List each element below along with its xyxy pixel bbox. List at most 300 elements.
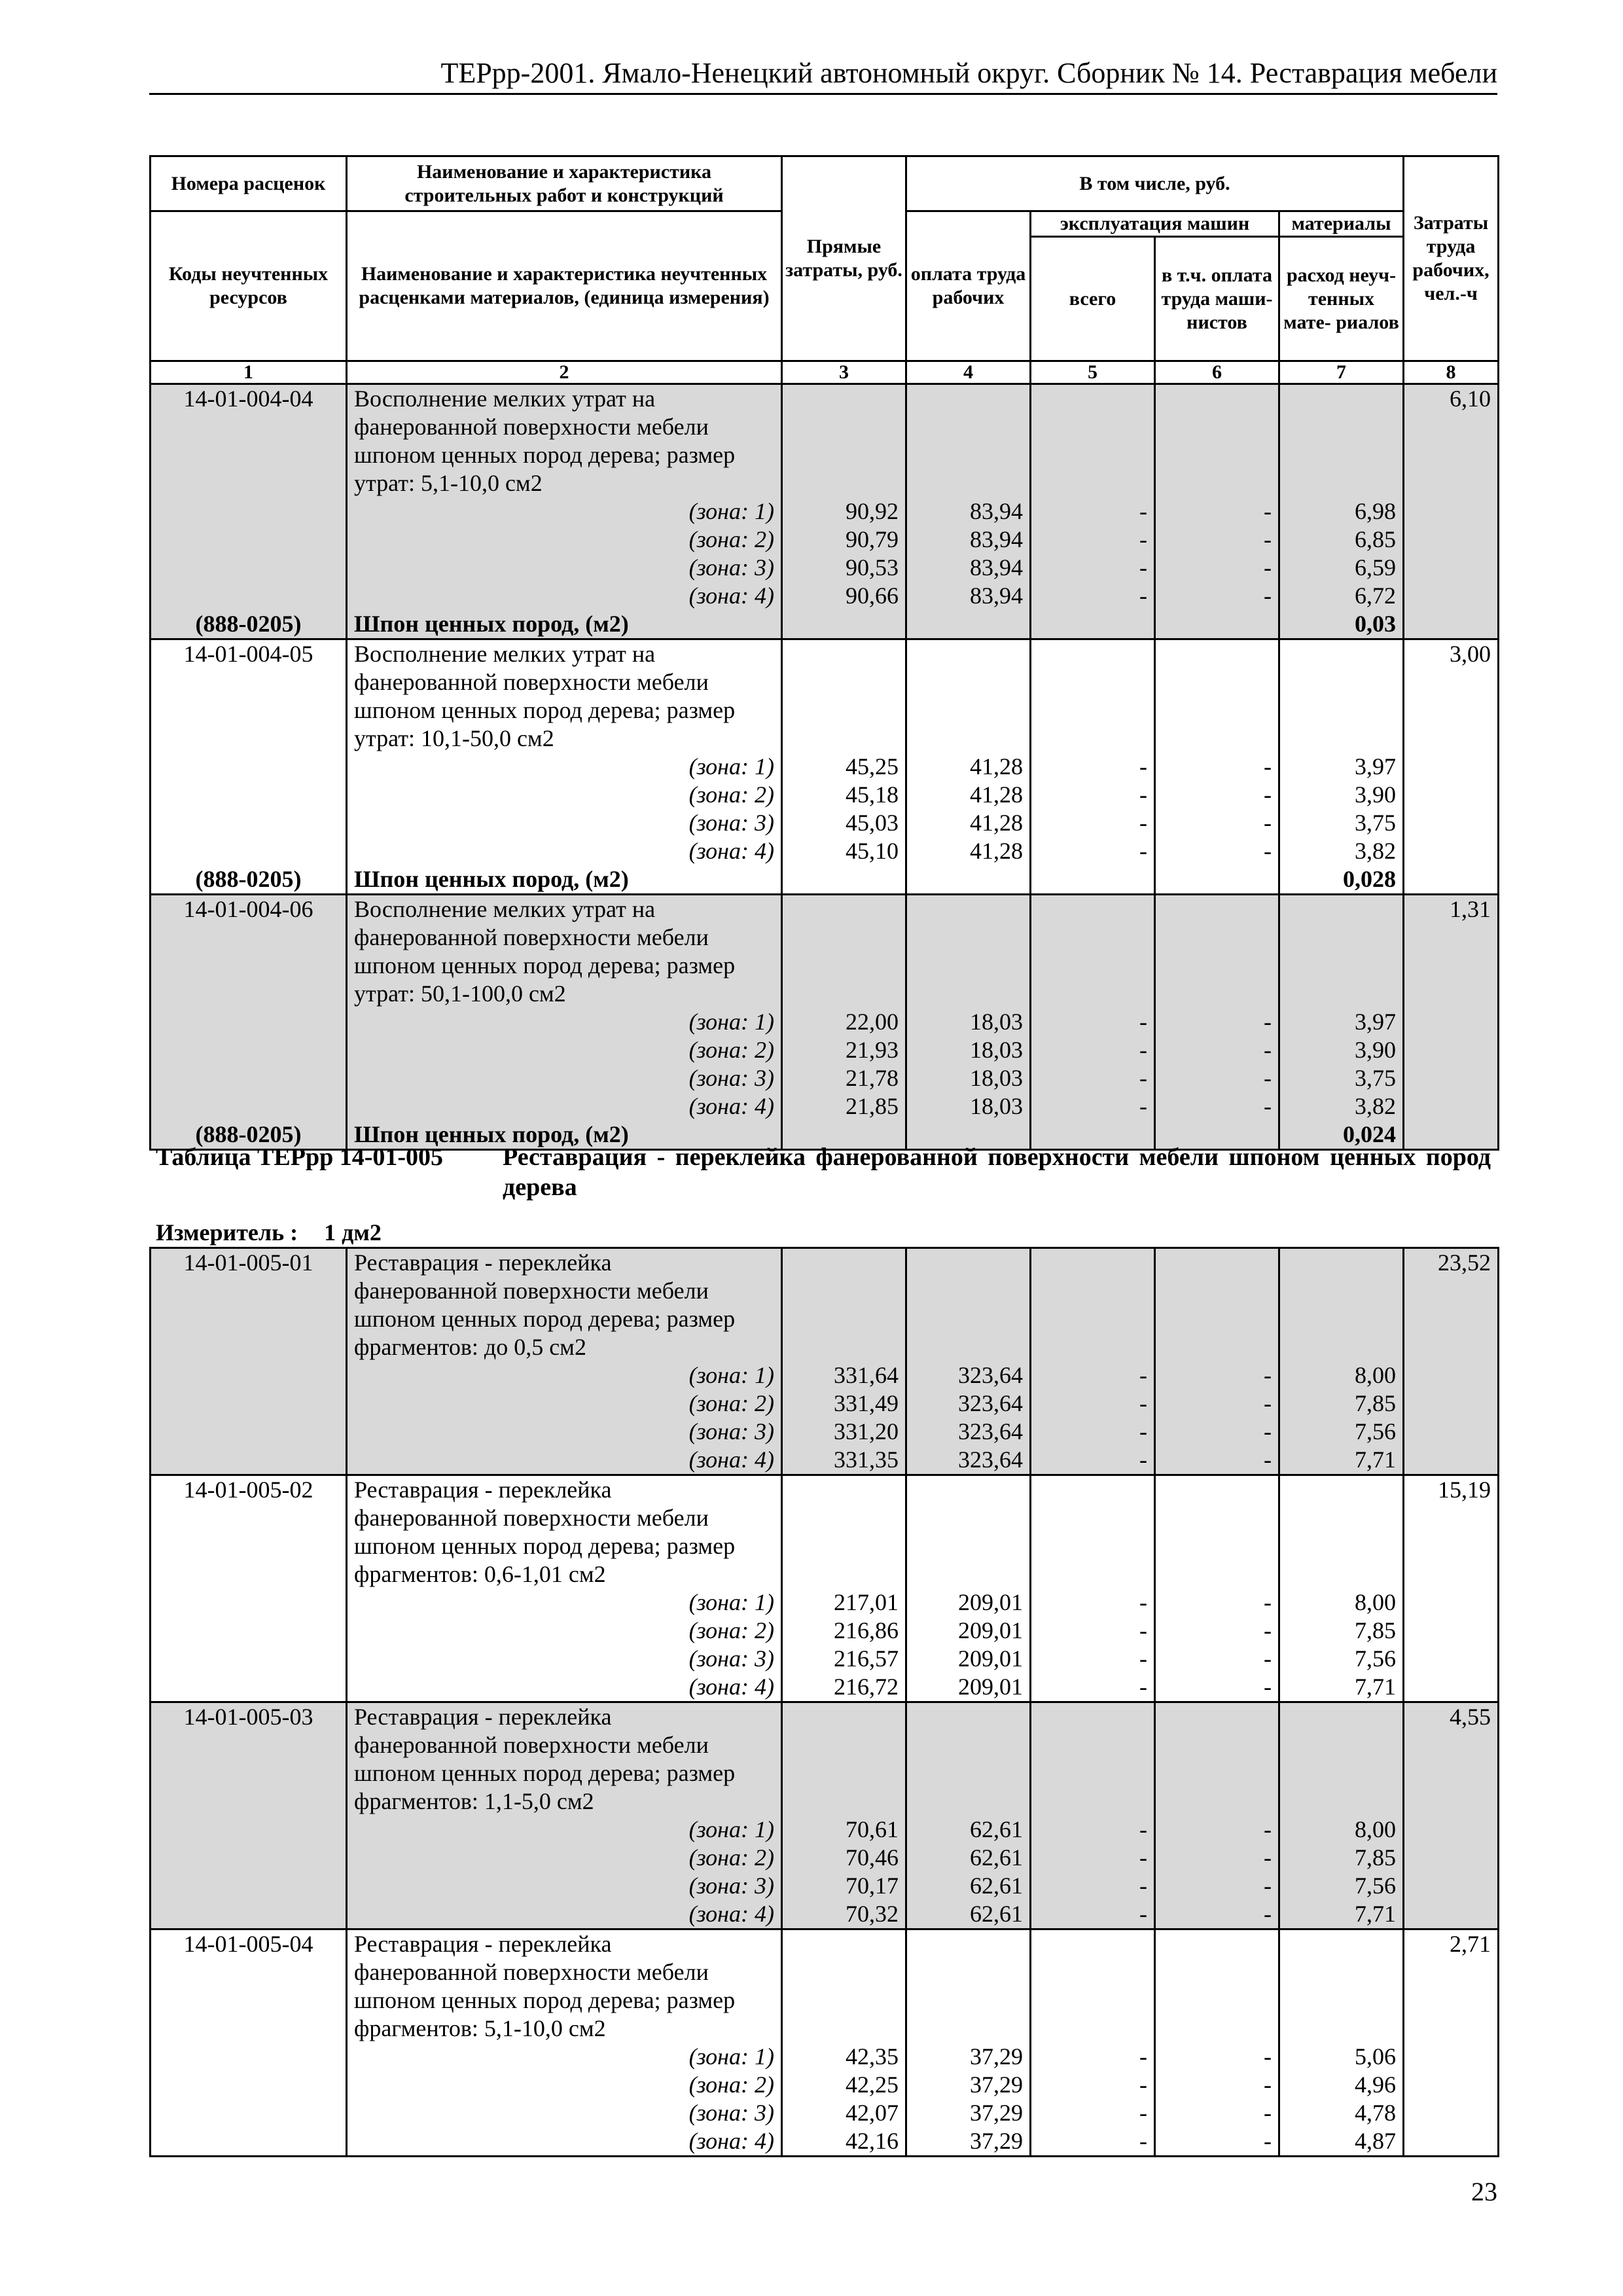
table-cell: [1404, 980, 1499, 1008]
work-description-line: утрат: 10,1-50,0 см2: [347, 725, 782, 753]
table-cell: [1031, 469, 1155, 497]
labor-cost: 6,10: [1404, 384, 1499, 414]
table-cell: [782, 639, 906, 669]
work-description-line: шпоном ценных пород дерева; размер: [347, 696, 782, 725]
table-row: [151, 924, 1499, 952]
wages-cost: 83,94: [906, 497, 1031, 526]
table-cell: [1279, 696, 1404, 725]
table-cell: [782, 1929, 906, 1959]
table-row: [151, 1305, 1499, 1333]
table-cell: [1031, 441, 1155, 469]
table-row: [151, 1560, 1499, 1588]
machine-wages: -: [1155, 1872, 1279, 1900]
machines-total: -: [1031, 1036, 1155, 1064]
table-cell: [1279, 1475, 1404, 1505]
table-cell: [151, 582, 347, 610]
table-cell: [782, 924, 906, 952]
table-cell: [1279, 1504, 1404, 1532]
table-cell: [151, 696, 347, 725]
labor-cost: 4,55: [1404, 1702, 1499, 1732]
table-cell: [1031, 1305, 1155, 1333]
table-cell: [1031, 1277, 1155, 1305]
machine-wages: -: [1155, 1064, 1279, 1092]
table-row: [151, 1532, 1499, 1560]
rate-code: 14-01-005-03: [151, 1702, 347, 1732]
machines-total: -: [1031, 1008, 1155, 1036]
zone-label: (зона: 2): [347, 781, 782, 809]
work-description-line: фрагментов: 5,1-10,0 см2: [347, 2015, 782, 2043]
table-cell: [906, 441, 1031, 469]
zone-row: [151, 1064, 1499, 1092]
col-number: 6: [1155, 361, 1279, 384]
materials-cost: 7,56: [1279, 1645, 1404, 1673]
work-description-line: фанерованной поверхности мебели: [347, 924, 782, 952]
zone-row: [151, 2099, 1499, 2127]
table-cell: [1031, 1475, 1155, 1505]
table-cell: [1404, 809, 1499, 837]
table-cell: [151, 1418, 347, 1446]
table-cell: [1031, 1248, 1155, 1278]
measure-value: 1 дм2: [324, 1219, 382, 1246]
table-cell: [151, 554, 347, 582]
resource-code: (888-0205): [151, 1121, 347, 1150]
table-cell: [1404, 1759, 1499, 1787]
table-cell: [151, 952, 347, 980]
wages-cost: 83,94: [906, 554, 1031, 582]
table-cell: [1404, 1958, 1499, 1986]
zone-row: [151, 837, 1499, 865]
zone-label: (зона: 3): [347, 1872, 782, 1900]
table-cell: [1404, 1277, 1499, 1305]
direct-cost: 42,25: [782, 2071, 906, 2099]
machine-wages: -: [1155, 1418, 1279, 1446]
table-cell: [151, 1504, 347, 1532]
table-cell: [1404, 952, 1499, 980]
table-cell: [1279, 1986, 1404, 2015]
table-cell: [782, 1305, 906, 1333]
table-cell: [1279, 1731, 1404, 1759]
zone-label: (зона: 4): [347, 1673, 782, 1702]
table-cell: [1279, 725, 1404, 753]
table-row: [151, 895, 1499, 924]
table-cell: [782, 469, 906, 497]
table-cell: [1404, 1787, 1499, 1816]
table-cell: [151, 924, 347, 952]
col-number: 5: [1031, 361, 1155, 384]
table-cell: [1404, 753, 1499, 781]
table-cell: [1404, 1872, 1499, 1900]
zone-label: (зона: 4): [347, 1446, 782, 1475]
zone-label: (зона: 1): [347, 1008, 782, 1036]
table-cell: [151, 1958, 347, 1986]
table-cell: [151, 1333, 347, 1361]
table-row: [151, 413, 1499, 441]
zone-row: [151, 1816, 1499, 1844]
table-cell: [151, 668, 347, 696]
table-cell: [1155, 696, 1279, 725]
wages-cost: 37,29: [906, 2099, 1031, 2127]
zone-row: [151, 1588, 1499, 1617]
direct-cost: 21,85: [782, 1092, 906, 1121]
machine-wages: -: [1155, 2043, 1279, 2071]
zone-label: (зона: 2): [347, 1617, 782, 1645]
table-row: [151, 1277, 1499, 1305]
machines-total: -: [1031, 1390, 1155, 1418]
table-cell: [1279, 384, 1404, 414]
table-cell: [151, 725, 347, 753]
work-description-line: Восполнение мелких утрат на: [347, 384, 782, 414]
table-cell: [1155, 2015, 1279, 2043]
table-cell: [1404, 1092, 1499, 1121]
materials-cost: 7,71: [1279, 1673, 1404, 1702]
work-description-line: шпоном ценных пород дерева; размер: [347, 1986, 782, 2015]
materials-cost: 6,72: [1279, 582, 1404, 610]
wages-cost: 62,61: [906, 1900, 1031, 1929]
rate-code: 14-01-004-05: [151, 639, 347, 669]
rate-code: 14-01-004-06: [151, 895, 347, 924]
table-cell: [906, 865, 1031, 895]
zone-row: [151, 1872, 1499, 1900]
table-cell: [1155, 1986, 1279, 2015]
machines-total: -: [1031, 1872, 1155, 1900]
table-cell: [906, 1504, 1031, 1532]
zone-row: [151, 1092, 1499, 1121]
machine-wages: -: [1155, 753, 1279, 781]
work-description-line: шпоном ценных пород дерева; размер: [347, 1305, 782, 1333]
rate-code: 14-01-004-04: [151, 384, 347, 414]
machine-wages: -: [1155, 781, 1279, 809]
work-description-line: шпоном ценных пород дерева; размер: [347, 1759, 782, 1787]
col-resource-codes-header: Коды неучтенных ресурсов: [151, 211, 347, 361]
wages-cost: 209,01: [906, 1673, 1031, 1702]
wages-cost: 18,03: [906, 1092, 1031, 1121]
work-description-line: шпоном ценных пород дерева; размер: [347, 441, 782, 469]
machine-wages: -: [1155, 2071, 1279, 2099]
direct-cost: 45,18: [782, 781, 906, 809]
machine-wages: -: [1155, 1645, 1279, 1673]
resource-amount: 0,024: [1279, 1121, 1404, 1150]
table-cell: [906, 1702, 1031, 1732]
direct-cost: 331,20: [782, 1418, 906, 1446]
zone-row: [151, 1645, 1499, 1673]
table-cell: [151, 526, 347, 554]
table-cell: [151, 753, 347, 781]
table-cell: [1031, 668, 1155, 696]
work-description-line: Реставрация - переклейка: [347, 1248, 782, 1278]
table-cell: [1404, 2015, 1499, 2043]
table-cell: [1404, 924, 1499, 952]
table-cell: [1031, 1958, 1155, 1986]
wages-cost: 62,61: [906, 1872, 1031, 1900]
table-cell: [151, 469, 347, 497]
zone-row: [151, 2043, 1499, 2071]
materials-cost: 8,00: [1279, 1588, 1404, 1617]
table-cell: [151, 1872, 347, 1900]
wages-cost: 62,61: [906, 1844, 1031, 1872]
wages-cost: 18,03: [906, 1008, 1031, 1036]
table-cell: [906, 1248, 1031, 1278]
machine-wages: -: [1155, 2127, 1279, 2157]
zone-row: [151, 497, 1499, 526]
materials-cost: 7,85: [1279, 1390, 1404, 1418]
machines-total: -: [1031, 1418, 1155, 1446]
table-cell: [1155, 1248, 1279, 1278]
table-cell: [1404, 1504, 1499, 1532]
table-cell: [782, 668, 906, 696]
table-cell: [1404, 469, 1499, 497]
machine-wages: -: [1155, 1816, 1279, 1844]
materials-cost: 8,00: [1279, 1361, 1404, 1390]
col-name-header-line2: строительных работ и конструкций: [404, 184, 724, 206]
table-cell: [1404, 1333, 1499, 1361]
table-row: [151, 1333, 1499, 1361]
table-cell: [1404, 1673, 1499, 1702]
wages-cost: 41,28: [906, 837, 1031, 865]
table-cell: [1155, 725, 1279, 753]
machines-total: -: [1031, 1673, 1155, 1702]
zone-label: (зона: 3): [347, 1064, 782, 1092]
table-cell: [151, 1986, 347, 2015]
materials-cost: 3,97: [1279, 1008, 1404, 1036]
zone-row: [151, 1036, 1499, 1064]
machines-total: -: [1031, 809, 1155, 837]
wages-cost: 323,64: [906, 1390, 1031, 1418]
table-cell: [1155, 1277, 1279, 1305]
table-cell: [151, 1560, 347, 1588]
labor-cost: 23,52: [1404, 1248, 1499, 1278]
table-row: [151, 696, 1499, 725]
table-row: [151, 469, 1499, 497]
table-cell: [1404, 1816, 1499, 1844]
zone-label: (зона: 2): [347, 1844, 782, 1872]
materials-cost: 3,82: [1279, 837, 1404, 865]
materials-cost: 6,85: [1279, 526, 1404, 554]
table-cell: [1404, 1064, 1499, 1092]
table-cell: [151, 781, 347, 809]
direct-cost: 70,46: [782, 1844, 906, 1872]
materials-cost: 4,78: [1279, 2099, 1404, 2127]
table-cell: [1031, 1333, 1155, 1361]
wages-cost: 37,29: [906, 2071, 1031, 2099]
table-cell: [1155, 469, 1279, 497]
zone-row: [151, 526, 1499, 554]
materials-cost: 7,71: [1279, 1900, 1404, 1929]
resource-name: Шпон ценных пород, (м2): [347, 610, 782, 639]
machines-total: -: [1031, 1446, 1155, 1475]
resource-amount: 0,03: [1279, 610, 1404, 639]
direct-cost: 22,00: [782, 1008, 906, 1036]
table-cell: [782, 1958, 906, 1986]
table-cell: [1404, 725, 1499, 753]
resource-amount: 0,028: [1279, 865, 1404, 895]
table-cell: [782, 2015, 906, 2043]
table-cell: [151, 1305, 347, 1333]
table-cell: [1279, 1702, 1404, 1732]
resource-name: Шпон ценных пород, (м2): [347, 1121, 782, 1150]
table-cell: [906, 668, 1031, 696]
table-cell: [151, 1617, 347, 1645]
work-description-line: фрагментов: 0,6-1,01 см2: [347, 1560, 782, 1588]
materials-cost: 3,75: [1279, 809, 1404, 837]
table-row: [151, 1958, 1499, 1986]
table-cell: [1031, 952, 1155, 980]
table-cell: [1404, 441, 1499, 469]
zone-row: [151, 1844, 1499, 1872]
table-cell: [1031, 1986, 1155, 2015]
table-cell: [1279, 895, 1404, 924]
materials-cost: 7,85: [1279, 1617, 1404, 1645]
table-cell: [151, 413, 347, 441]
materials-cost: 7,71: [1279, 1446, 1404, 1475]
table-cell: [1404, 1418, 1499, 1446]
table-cell: [906, 1560, 1031, 1588]
col-wages-header: оплата труда рабочих: [906, 211, 1031, 361]
direct-cost: 42,16: [782, 2127, 906, 2157]
resource-name: Шпон ценных пород, (м2): [347, 865, 782, 895]
table-cell: [906, 639, 1031, 669]
measure-label: Измеритель :: [156, 1219, 298, 1246]
materials-cost: 8,00: [1279, 1816, 1404, 1844]
zone-row: [151, 809, 1499, 837]
table-row: [151, 384, 1499, 414]
zone-label: (зона: 3): [347, 554, 782, 582]
direct-cost: 216,57: [782, 1645, 906, 1673]
resource-row: [151, 610, 1499, 639]
table-cell: [151, 1673, 347, 1702]
table-cell: [906, 1333, 1031, 1361]
table-cell: [1404, 865, 1499, 895]
zone-label: (зона: 3): [347, 809, 782, 837]
table-cell: [906, 469, 1031, 497]
materials-cost: 7,56: [1279, 1872, 1404, 1900]
table-cell: [151, 1361, 347, 1390]
direct-cost: 21,93: [782, 1036, 906, 1064]
materials-cost: 6,59: [1279, 554, 1404, 582]
wages-cost: 37,29: [906, 2043, 1031, 2071]
table-cell: [1279, 1929, 1404, 1959]
table-cell: [1279, 952, 1404, 980]
machines-total: -: [1031, 1361, 1155, 1390]
table-cell: [1031, 1731, 1155, 1759]
rates-table-14-01-005: [149, 1247, 1499, 2157]
table-cell: [1155, 1759, 1279, 1787]
machines-total: -: [1031, 2043, 1155, 2071]
machine-wages: -: [1155, 1588, 1279, 1617]
table-cell: [1279, 1248, 1404, 1278]
machines-total: -: [1031, 1900, 1155, 1929]
table-cell: [1031, 1929, 1155, 1959]
table-cell: [1404, 610, 1499, 639]
zone-row: [151, 1418, 1499, 1446]
table-cell: [782, 1702, 906, 1732]
table-cell: [906, 610, 1031, 639]
zone-row: [151, 1617, 1499, 1645]
table-cell: [1404, 1731, 1499, 1759]
table-cell: [1031, 1532, 1155, 1560]
labor-cost: 2,71: [1404, 1929, 1499, 1959]
table-cell: [1404, 781, 1499, 809]
work-description-line: фанерованной поверхности мебели: [347, 1958, 782, 1986]
table-cell: [1279, 924, 1404, 952]
machine-wages: -: [1155, 1008, 1279, 1036]
col-machines-total-header: всего: [1031, 237, 1155, 361]
table-cell: [1404, 837, 1499, 865]
zone-label: (зона: 4): [347, 1900, 782, 1929]
table-cell: [1155, 1475, 1279, 1505]
table-cell: [1404, 1900, 1499, 1929]
table-cell: [151, 809, 347, 837]
table-cell: [782, 1333, 906, 1361]
table-cell: [782, 1277, 906, 1305]
direct-cost: 45,10: [782, 837, 906, 865]
table-cell: [1155, 1958, 1279, 1986]
zone-label: (зона: 2): [347, 526, 782, 554]
direct-cost: 70,61: [782, 1816, 906, 1844]
work-description-line: фрагментов: 1,1-5,0 см2: [347, 1787, 782, 1816]
labor-cost: 15,19: [1404, 1475, 1499, 1505]
measure-unit: [156, 1219, 382, 1246]
materials-cost: 3,90: [1279, 1036, 1404, 1064]
machines-total: -: [1031, 582, 1155, 610]
column-numbers-row: [151, 361, 1499, 384]
machines-total: -: [1031, 1844, 1155, 1872]
table-cell: [782, 1986, 906, 2015]
table-cell: [1279, 668, 1404, 696]
table-cell: [1031, 725, 1155, 753]
zone-label: (зона: 2): [347, 1036, 782, 1064]
work-description-line: шпоном ценных пород дерева; размер: [347, 952, 782, 980]
table-cell: [1404, 526, 1499, 554]
table-cell: [1155, 610, 1279, 639]
table-cell: [151, 1759, 347, 1787]
table-cell: [1031, 980, 1155, 1008]
machine-wages: -: [1155, 497, 1279, 526]
table-cell: [1031, 413, 1155, 441]
table-cell: [1404, 1588, 1499, 1617]
table-cell: [151, 1390, 347, 1418]
wages-cost: 209,01: [906, 1645, 1031, 1673]
table-row: [151, 639, 1499, 669]
table-cell: [1031, 1759, 1155, 1787]
table-row: [151, 980, 1499, 1008]
zone-row: [151, 781, 1499, 809]
table-cell: [1031, 1787, 1155, 1816]
table-cell: [1155, 952, 1279, 980]
wages-cost: 323,64: [906, 1361, 1031, 1390]
zone-label: (зона: 1): [347, 2043, 782, 2071]
table-cell: [782, 696, 906, 725]
col-number: 3: [782, 361, 906, 384]
table-cell: [1155, 1787, 1279, 1816]
table-cell: [782, 1731, 906, 1759]
table-row: [151, 1787, 1499, 1816]
table-cell: [906, 952, 1031, 980]
zone-row: [151, 582, 1499, 610]
table-row: [151, 952, 1499, 980]
machine-wages: -: [1155, 1900, 1279, 1929]
machines-total: -: [1031, 1092, 1155, 1121]
table-row: [151, 1475, 1499, 1505]
page-number: 23: [1471, 2177, 1497, 2206]
table-cell: [1031, 2015, 1155, 2043]
table-cell: [1279, 2015, 1404, 2043]
table-row: [151, 2015, 1499, 2043]
table-cell: [151, 441, 347, 469]
table-cell: [906, 1787, 1031, 1816]
table-cell: [1279, 1560, 1404, 1588]
work-description-line: Реставрация - переклейка: [347, 1475, 782, 1505]
table-cell: [1279, 1277, 1404, 1305]
